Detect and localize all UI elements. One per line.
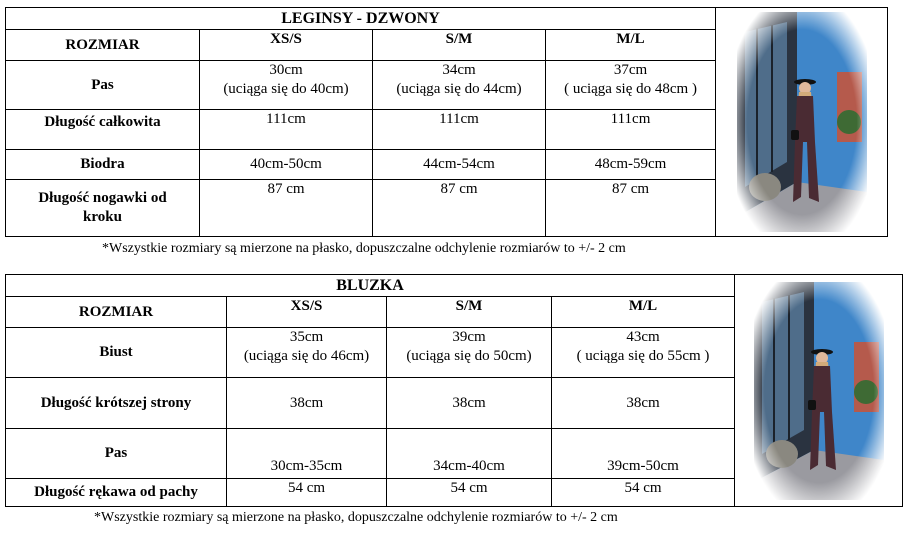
leggings-cell (546, 61, 716, 110)
leggings-cell: 87 cm (200, 180, 373, 237)
leggings-footnote: *Wszystkie rozmiary są mierzone na płasko, dopuszczalne odchylenie rozmiarów to +/- 2 cm (102, 241, 626, 256)
blouse-size-table (5, 274, 903, 507)
blouse-row-label-shorter-side: Długość krótszej strony (6, 378, 227, 429)
cell-line: 30cm (269, 62, 303, 78)
blouse-row-label-waist: Pas (6, 429, 227, 479)
leggings-cell (200, 61, 373, 110)
blouse-cell: 38cm (227, 378, 387, 429)
leggings-size-header: ROZMIAR (6, 30, 200, 61)
cell-line: ( uciąga się do 48cm ) (564, 81, 697, 97)
leggings-cell (373, 61, 546, 110)
label-line: kroku (83, 209, 122, 225)
blouse-size-header: ROZMIAR (6, 297, 227, 328)
cell-line: ( uciąga się do 55cm ) (576, 348, 710, 364)
cell-line: 39cm (452, 329, 486, 345)
blouse-size-s-m: S/M (387, 297, 552, 328)
leggings-cell: 48cm-59cm (546, 150, 716, 180)
leggings-row-label-pas: Pas (6, 61, 200, 110)
leggings-cell: 87 cm (373, 180, 546, 237)
label-line: Długość nogawki od (38, 190, 167, 206)
blouse-cell: 38cm (387, 378, 552, 429)
cell-line: 35cm (289, 329, 324, 345)
leggings-cell: 44cm-54cm (373, 150, 546, 180)
blouse-cell: 39cm-50cm (552, 429, 735, 479)
cell-line: (uciąga się do 40cm) (223, 81, 349, 97)
blouse-cell (387, 328, 552, 378)
cell-line: 43cm (626, 329, 660, 345)
blouse-size-m-l: M/L (552, 297, 735, 328)
leggings-table-title: LEGINSY - DZWONY (6, 8, 716, 30)
cell-line: (uciąga się do 44cm) (396, 81, 522, 97)
leggings-cell: 87 cm (546, 180, 716, 237)
blouse-cell: 54 cm (387, 479, 552, 507)
leggings-model-photo (716, 8, 888, 237)
leggings-size-s-m: S/M (373, 30, 546, 61)
leggings-row-label-hips: Biodra (6, 150, 200, 180)
leggings-size-xs-s: XS/S (200, 30, 373, 61)
blouse-cell: 54 cm (227, 479, 387, 507)
leggings-row-label-inseam (6, 180, 200, 237)
blouse-model-photo (735, 275, 903, 507)
leggings-cell: 111cm (373, 110, 546, 150)
blouse-cell: 30cm-35cm (227, 429, 387, 479)
blouse-table-title: BLUZKA (6, 275, 735, 297)
leggings-row-label-length: Długość całkowita (6, 110, 200, 150)
cell-line: 34cm (442, 62, 476, 78)
leggings-cell: 40cm-50cm (200, 150, 373, 180)
blouse-row-label-sleeve: Długość rękawa od pachy (6, 479, 227, 507)
model-photo-leggings-icon (737, 12, 867, 232)
blouse-footnote: *Wszystkie rozmiary są mierzone na płasko, dopuszczalne odchylenie rozmiarów to +/- 2 cm (94, 510, 618, 525)
cell-line: (uciąga się do 46cm) (243, 348, 370, 364)
blouse-cell: 34cm-40cm (387, 429, 552, 479)
blouse-size-xs-s: XS/S (227, 297, 387, 328)
leggings-cell: 111cm (546, 110, 716, 150)
blouse-cell: 38cm (552, 378, 735, 429)
leggings-cell: 111cm (200, 110, 373, 150)
cell-line: 37cm (613, 62, 648, 78)
blouse-row-label-bust: Biust (6, 328, 227, 378)
cell-line: (uciąga się do 50cm) (406, 348, 532, 364)
blouse-cell: 54 cm (552, 479, 735, 507)
leggings-size-m-l: M/L (546, 30, 716, 61)
blouse-cell (552, 328, 735, 378)
model-photo-blouse-icon (754, 282, 884, 500)
leggings-size-table (5, 7, 888, 237)
blouse-cell (227, 328, 387, 378)
